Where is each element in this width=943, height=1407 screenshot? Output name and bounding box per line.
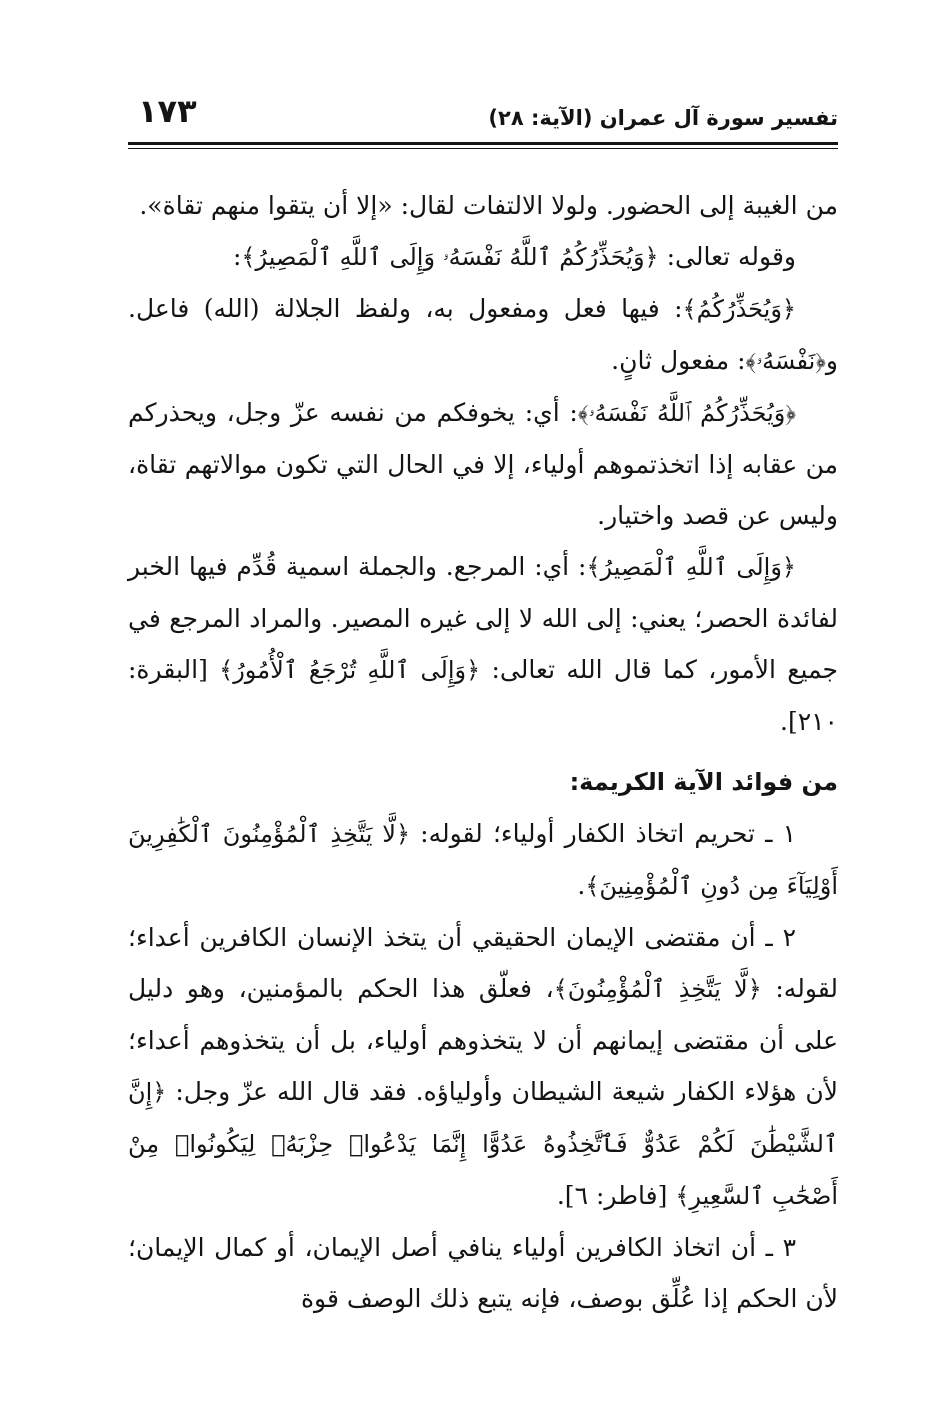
page-number: ١٧٣ bbox=[138, 92, 197, 130]
header-rule-thin bbox=[128, 148, 838, 149]
paragraph-text: [البقرة: ٢١٠]. bbox=[128, 655, 838, 736]
quran-quote: ﴿وَيُحَذِّرُكُمُ ٱللَّهُ نَفْسَهُۥ وَإِلَى ٱللَّهِ ٱلْمَصِيرُ﴾ bbox=[241, 243, 659, 271]
paragraph-text: من الغيبة إلى الحضور. ولولا الالتفات لقال: «إلا أن يتقوا منهم تقاة». bbox=[139, 191, 838, 220]
quran-quote: ﴿وَإِلَى ٱللَّهِ تُرْجَعُ ٱلْأُمُورُ﴾ bbox=[219, 656, 481, 684]
quran-quote: ﴿نَفْسَهُۥ﴾ bbox=[745, 347, 826, 375]
section-heading: من فوائد الآية الكريمة: bbox=[569, 768, 838, 796]
paragraph-text: [فاطر: ٦]. bbox=[556, 1181, 676, 1210]
page-body bbox=[128, 180, 838, 1324]
paragraph-5 bbox=[128, 541, 838, 747]
paragraph-3 bbox=[128, 283, 838, 387]
paragraph-text: : أي: المرجع. والجملة اسمية قُدِّم فيها الخبر لفائدة الحصر؛ يعني: إلى الله لا إلى غيره المصير. والمراد المرجع في جميع الأمور، كما قال الله تعالى: bbox=[128, 552, 838, 684]
benefit-1 bbox=[128, 808, 838, 912]
paragraph-text: : مفعول ثانٍ. bbox=[611, 346, 746, 375]
paragraph-text: ، فعلّق هذا الحكم بالمؤمنين، وهو دليل على أن مقتضى إيمانهم أن لا يتخذوهم أولياء، بل أن يتخذوهم أعداء؛ لأن هؤلاء الكفار شيعة الشيطان وأولياؤه. فقد قال الله عزّ وجل: bbox=[128, 974, 838, 1106]
paragraph-text: ١ ـ تحريم اتخاذ الكفار أولياء؛ لقوله: bbox=[410, 819, 796, 848]
page-header bbox=[128, 88, 838, 140]
quran-quote: ﴿إِنَّ ٱلشَّيْطَٰنَ لَكُمْ عَدُوٌّ فَٱتَّخِذُوهُ عَدُوًّا إِنَّمَا يَدْعُوا۟ حِزْبَهُۥ لِيَكُونُوا۟ مِنْ أَصْحَٰبِ ٱلسَّعِيرِ﴾ bbox=[128, 1078, 838, 1210]
paragraph-1 bbox=[128, 180, 838, 231]
quran-quote: ﴿وَإِلَى ٱللَّهِ ٱلْمَصِيرُ﴾ bbox=[586, 553, 796, 581]
paragraph-text: ٣ ـ أن اتخاذ الكافرين أولياء ينافي أصل الإيمان، أو كمال الإيمان؛ لأن الحكم إذا عُلِّق بوصف، فإنه يتبع ذلك الوصف قوة bbox=[128, 1233, 838, 1313]
paragraph-text: : فيها فعل ومفعول به، ولفظ الجلالة (الله) فاعل. و bbox=[128, 294, 838, 375]
benefit-3 bbox=[128, 1222, 838, 1324]
quran-quote: ﴿وَيُحَذِّرُكُمُ ٱللَّهُ نَفْسَهُۥ﴾ bbox=[577, 399, 796, 427]
paragraph-text: : bbox=[232, 242, 242, 271]
header-rule-thick bbox=[128, 142, 838, 145]
quran-quote: ﴿وَيُحَذِّرُكُمُ﴾ bbox=[682, 295, 796, 323]
paragraph-text: ٢ ـ أن مقتضى الإيمان الحقيقي أن يتخذ الإنسان الكافرين أعداء؛ لقوله: bbox=[128, 923, 839, 1003]
quran-quote: ﴿لَّا يَتَّخِذِ ٱلْمُؤْمِنُونَ﴾ bbox=[553, 975, 762, 1003]
paragraph-text: . bbox=[577, 871, 586, 900]
paragraph-text: : أي: يخوفكم من نفسه عزّ وجل، ويحذركم من عقابه إذا اتخذتموهم أولياء، إلا في الحال التي تكون موالاتهم تقاة، وليس عن قصد واختيار. bbox=[128, 398, 838, 530]
running-title: تفسير سورة آل عمران (الآية: ٢٨) bbox=[488, 106, 838, 130]
paragraph-2 bbox=[128, 231, 838, 283]
benefit-2 bbox=[128, 912, 838, 1222]
quran-quote: ﴿لَّا يَتَّخِذِ ٱلْمُؤْمِنُونَ ٱلْكَٰفِرِينَ أَوْلِيَآءَ مِن دُونِ ٱلْمُؤْمِنِينَ﴾ bbox=[128, 820, 838, 900]
paragraph-text: وقوله تعالى: bbox=[658, 242, 796, 271]
paragraph-4 bbox=[128, 387, 838, 541]
